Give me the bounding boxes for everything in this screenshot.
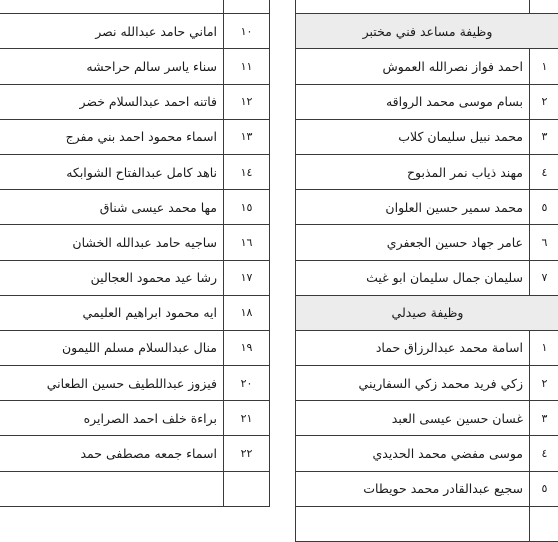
row-number: ١	[530, 330, 558, 365]
table-row	[0, 190, 270, 225]
table-row	[0, 471, 270, 506]
table-row	[296, 260, 558, 295]
row-number	[530, 0, 558, 14]
person-name: سناء ياسر سالم حراحشه	[0, 49, 224, 84]
row-number: ٥	[530, 471, 558, 506]
table-row	[296, 330, 558, 365]
person-name: موسى مفضي محمد الحديدي	[296, 436, 530, 471]
row-number: ١٢	[224, 84, 270, 119]
person-name: ساجيه حامد عبدالله الخشان	[0, 225, 224, 260]
row-number	[224, 0, 270, 14]
person-name: ناهد كامل عبدالفتاح الشوابكه	[0, 154, 224, 189]
person-name: براءة خلف احمد الصرايره	[0, 401, 224, 436]
person-name: سجيع عبدالقادر محمد حويطات	[296, 471, 530, 506]
person-name: اسماء محمود احمد بني مفرج	[0, 119, 224, 154]
table-row	[296, 84, 558, 119]
row-number: ٦	[530, 225, 558, 260]
table-row	[296, 154, 558, 189]
row-number	[224, 471, 270, 506]
person-name: اسماء جمعه مصطفى حمد	[0, 436, 224, 471]
table-row	[0, 401, 270, 436]
person-name: ايه محمود ابراهيم العليمي	[0, 295, 224, 330]
table-row	[0, 436, 270, 471]
table-row	[296, 49, 558, 84]
row-number: ٢٠	[224, 366, 270, 401]
table-row	[0, 49, 270, 84]
person-name: منال عبدالسلام مسلم الليمون	[0, 330, 224, 365]
table-row	[296, 190, 558, 225]
row-number: ١٦	[224, 225, 270, 260]
person-name: عامر جهاد حسين الجعفري	[296, 225, 530, 260]
row-number: ٣	[530, 401, 558, 436]
right-name-table	[295, 0, 558, 542]
table-row	[296, 436, 558, 471]
person-name: اسامة محمد عبدالرزاق حماد	[296, 330, 530, 365]
section-header-row	[296, 295, 558, 330]
table-row	[0, 154, 270, 189]
row-number: ٢٢	[224, 436, 270, 471]
row-number: ٢	[530, 366, 558, 401]
table-row	[0, 119, 270, 154]
table-row	[0, 366, 270, 401]
row-number: ٣	[530, 119, 558, 154]
table-row	[0, 0, 270, 14]
person-name: سليمان جمال سليمان ابو غيث	[296, 260, 530, 295]
person-name: فيزوز عبداللطيف حسين الطعاني	[0, 366, 224, 401]
row-number: ١٣	[224, 119, 270, 154]
person-name: مها محمد عيسى شناق	[0, 190, 224, 225]
row-number: ١٩	[224, 330, 270, 365]
person-name	[296, 506, 530, 541]
table-row	[0, 14, 270, 49]
table-row	[0, 295, 270, 330]
row-number: ١	[530, 49, 558, 84]
person-name: احمد فواز نصرالله العموش	[296, 49, 530, 84]
row-number: ٢	[530, 84, 558, 119]
table-row	[296, 506, 558, 541]
table-row	[296, 401, 558, 436]
table-row	[0, 225, 270, 260]
row-number: ٥	[530, 190, 558, 225]
section-header: وظيفة صيدلي	[296, 295, 558, 330]
row-number: ٧	[530, 260, 558, 295]
row-number: ١٥	[224, 190, 270, 225]
table-row	[0, 330, 270, 365]
person-name: بسام موسى محمد الرواقه	[296, 84, 530, 119]
person-name: رشا عيد محمود العجالين	[0, 260, 224, 295]
table-row	[296, 366, 558, 401]
row-number: ١٤	[224, 154, 270, 189]
table-row	[0, 84, 270, 119]
left-name-table	[0, 0, 270, 507]
row-number: ١٧	[224, 260, 270, 295]
row-number: ١١	[224, 49, 270, 84]
person-name: محمد سمير حسين العلوان	[296, 190, 530, 225]
table-row	[0, 260, 270, 295]
person-name	[0, 471, 224, 506]
table-row	[296, 225, 558, 260]
row-number: ٤	[530, 436, 558, 471]
person-name: محمد نبيل سليمان كلاب	[296, 119, 530, 154]
person-name: مهند ذياب نمر المذبوح	[296, 154, 530, 189]
row-number	[530, 506, 558, 541]
row-number: ٢١	[224, 401, 270, 436]
section-header-row	[296, 14, 558, 49]
row-number: ١٨	[224, 295, 270, 330]
person-name: غسان حسين عيسى العبد	[296, 401, 530, 436]
person-name: فاتنه احمد عبدالسلام خضر	[0, 84, 224, 119]
section-header: وظيفة مساعد فني مختبر	[296, 14, 558, 49]
person-name: زكي فريد محمد زكي السفاريني	[296, 366, 530, 401]
person-name	[296, 0, 530, 14]
person-name	[0, 0, 224, 14]
person-name: اماني حامد عبدالله نصر	[0, 14, 224, 49]
table-row	[296, 119, 558, 154]
table-row	[296, 471, 558, 506]
row-number: ١٠	[224, 14, 270, 49]
table-row	[296, 0, 558, 14]
row-number: ٤	[530, 154, 558, 189]
